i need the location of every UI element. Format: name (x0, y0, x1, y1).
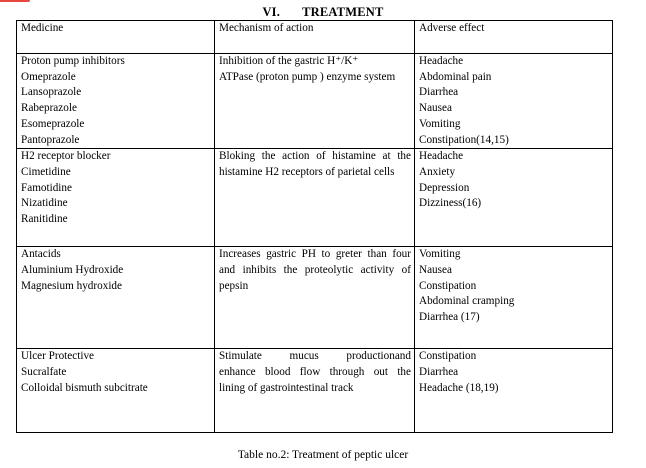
mechanism-line: Increases gastric PH to greter than four (219, 248, 411, 261)
adverse-effect-item: Nausea (419, 102, 452, 115)
table-row (17, 149, 613, 247)
medicine-cell (17, 247, 215, 349)
mechanism-line: lining of gastrointestinal track (219, 381, 354, 394)
adverse-effect-item: Depression (419, 181, 470, 194)
adverse-effect-cell (415, 149, 613, 247)
medicine-cell (17, 149, 215, 247)
medicine-item: Omeprazole (21, 70, 76, 83)
adverse-effect-item: Diarrhea (419, 86, 459, 99)
medicine-item: Ranitidine (21, 213, 68, 226)
section-title: TREATMENT (302, 5, 384, 19)
medicine-cell (17, 54, 215, 149)
medicine-item: Rabeprazole (21, 102, 77, 115)
adverse-effect-item: Anxiety (419, 165, 456, 178)
medicine-item: Famotidine (21, 181, 72, 194)
adverse-effect-item: Diarrhea (17) (419, 311, 480, 324)
medicine-item: Aluminium Hydroxide (21, 263, 124, 276)
mechanism-line: Inhibition of the gastric H⁺/K⁺ (219, 55, 359, 67)
mechanism-line: pepsin (219, 279, 249, 292)
medicine-item: Magnesium hydroxide (21, 279, 122, 292)
mechanism-line: Stimulate mucus productionand (219, 350, 411, 363)
adverse-effect-item: Dizziness(16) (419, 197, 482, 210)
header-medicine: Medicine (17, 21, 215, 54)
adverse-effect-cell (415, 247, 613, 349)
medicine-item: Pantoprazole (21, 133, 80, 146)
medicine-item: Lansoprazole (21, 86, 82, 99)
table-row (17, 349, 613, 433)
adverse-effect-item: Headache (419, 150, 464, 163)
header-adverse-effect: Adverse effect (415, 21, 613, 54)
adverse-effect-item: Diarrhea (419, 365, 459, 378)
medicine-item: Nizatidine (21, 197, 68, 210)
header-mechanism: Mechanism of action (215, 21, 415, 54)
medicine-class: Antacids (21, 248, 61, 261)
mechanism-line: ATPase (proton pump ) enzyme system (219, 70, 396, 83)
mechanism-cell (215, 349, 415, 433)
adverse-effect-item: Headache (18,19) (419, 381, 499, 394)
adverse-effect-item: Constipation (419, 279, 477, 292)
medicine-cell (17, 349, 215, 433)
medicine-item: Colloidal bismuth subcitrate (21, 381, 148, 394)
table-row (17, 247, 613, 349)
treatment-table (16, 20, 613, 433)
mechanism-cell (215, 247, 415, 349)
medicine-item: Esomeprazole (21, 117, 85, 130)
mechanism-cell (215, 149, 415, 247)
medicine-item: Sucralfate (21, 365, 67, 378)
adverse-effect-cell (415, 349, 613, 433)
medicine-class: Proton pump inhibitors (21, 55, 125, 67)
mechanism-line: and inhibits the proteolytic activity of (219, 263, 411, 276)
medicine-class: Ulcer Protective (21, 350, 94, 363)
mechanism-line: enhance blood flow through out the (219, 365, 411, 378)
medicine-class: H2 receptor blocker (21, 150, 111, 163)
adverse-effect-cell (415, 54, 613, 149)
adverse-effect-item: Abdominal pain (419, 70, 492, 83)
mechanism-line: histamine H2 receptors of parietal cells (219, 165, 395, 178)
top-accent-mark (0, 0, 30, 2)
mechanism-cell (215, 54, 415, 149)
adverse-effect-item: Vomiting (419, 117, 461, 130)
section-heading (0, 5, 646, 20)
adverse-effect-item: Abdominal cramping (419, 295, 515, 308)
adverse-effect-item: Constipation(14,15) (419, 133, 509, 146)
adverse-effect-item: Constipation (419, 350, 477, 363)
adverse-effect-item: Headache (419, 55, 464, 67)
medicine-item: Cimetidine (21, 165, 71, 178)
adverse-effect-item: Nausea (419, 263, 452, 276)
table-row (17, 54, 613, 149)
section-number: VI. (262, 5, 281, 19)
mechanism-line: Bloking the action of histamine at the (219, 150, 411, 163)
table-header-row (17, 21, 613, 54)
table-caption: Table no.2: Treatment of peptic ulcer (237, 449, 409, 461)
adverse-effect-item: Vomiting (419, 248, 461, 261)
